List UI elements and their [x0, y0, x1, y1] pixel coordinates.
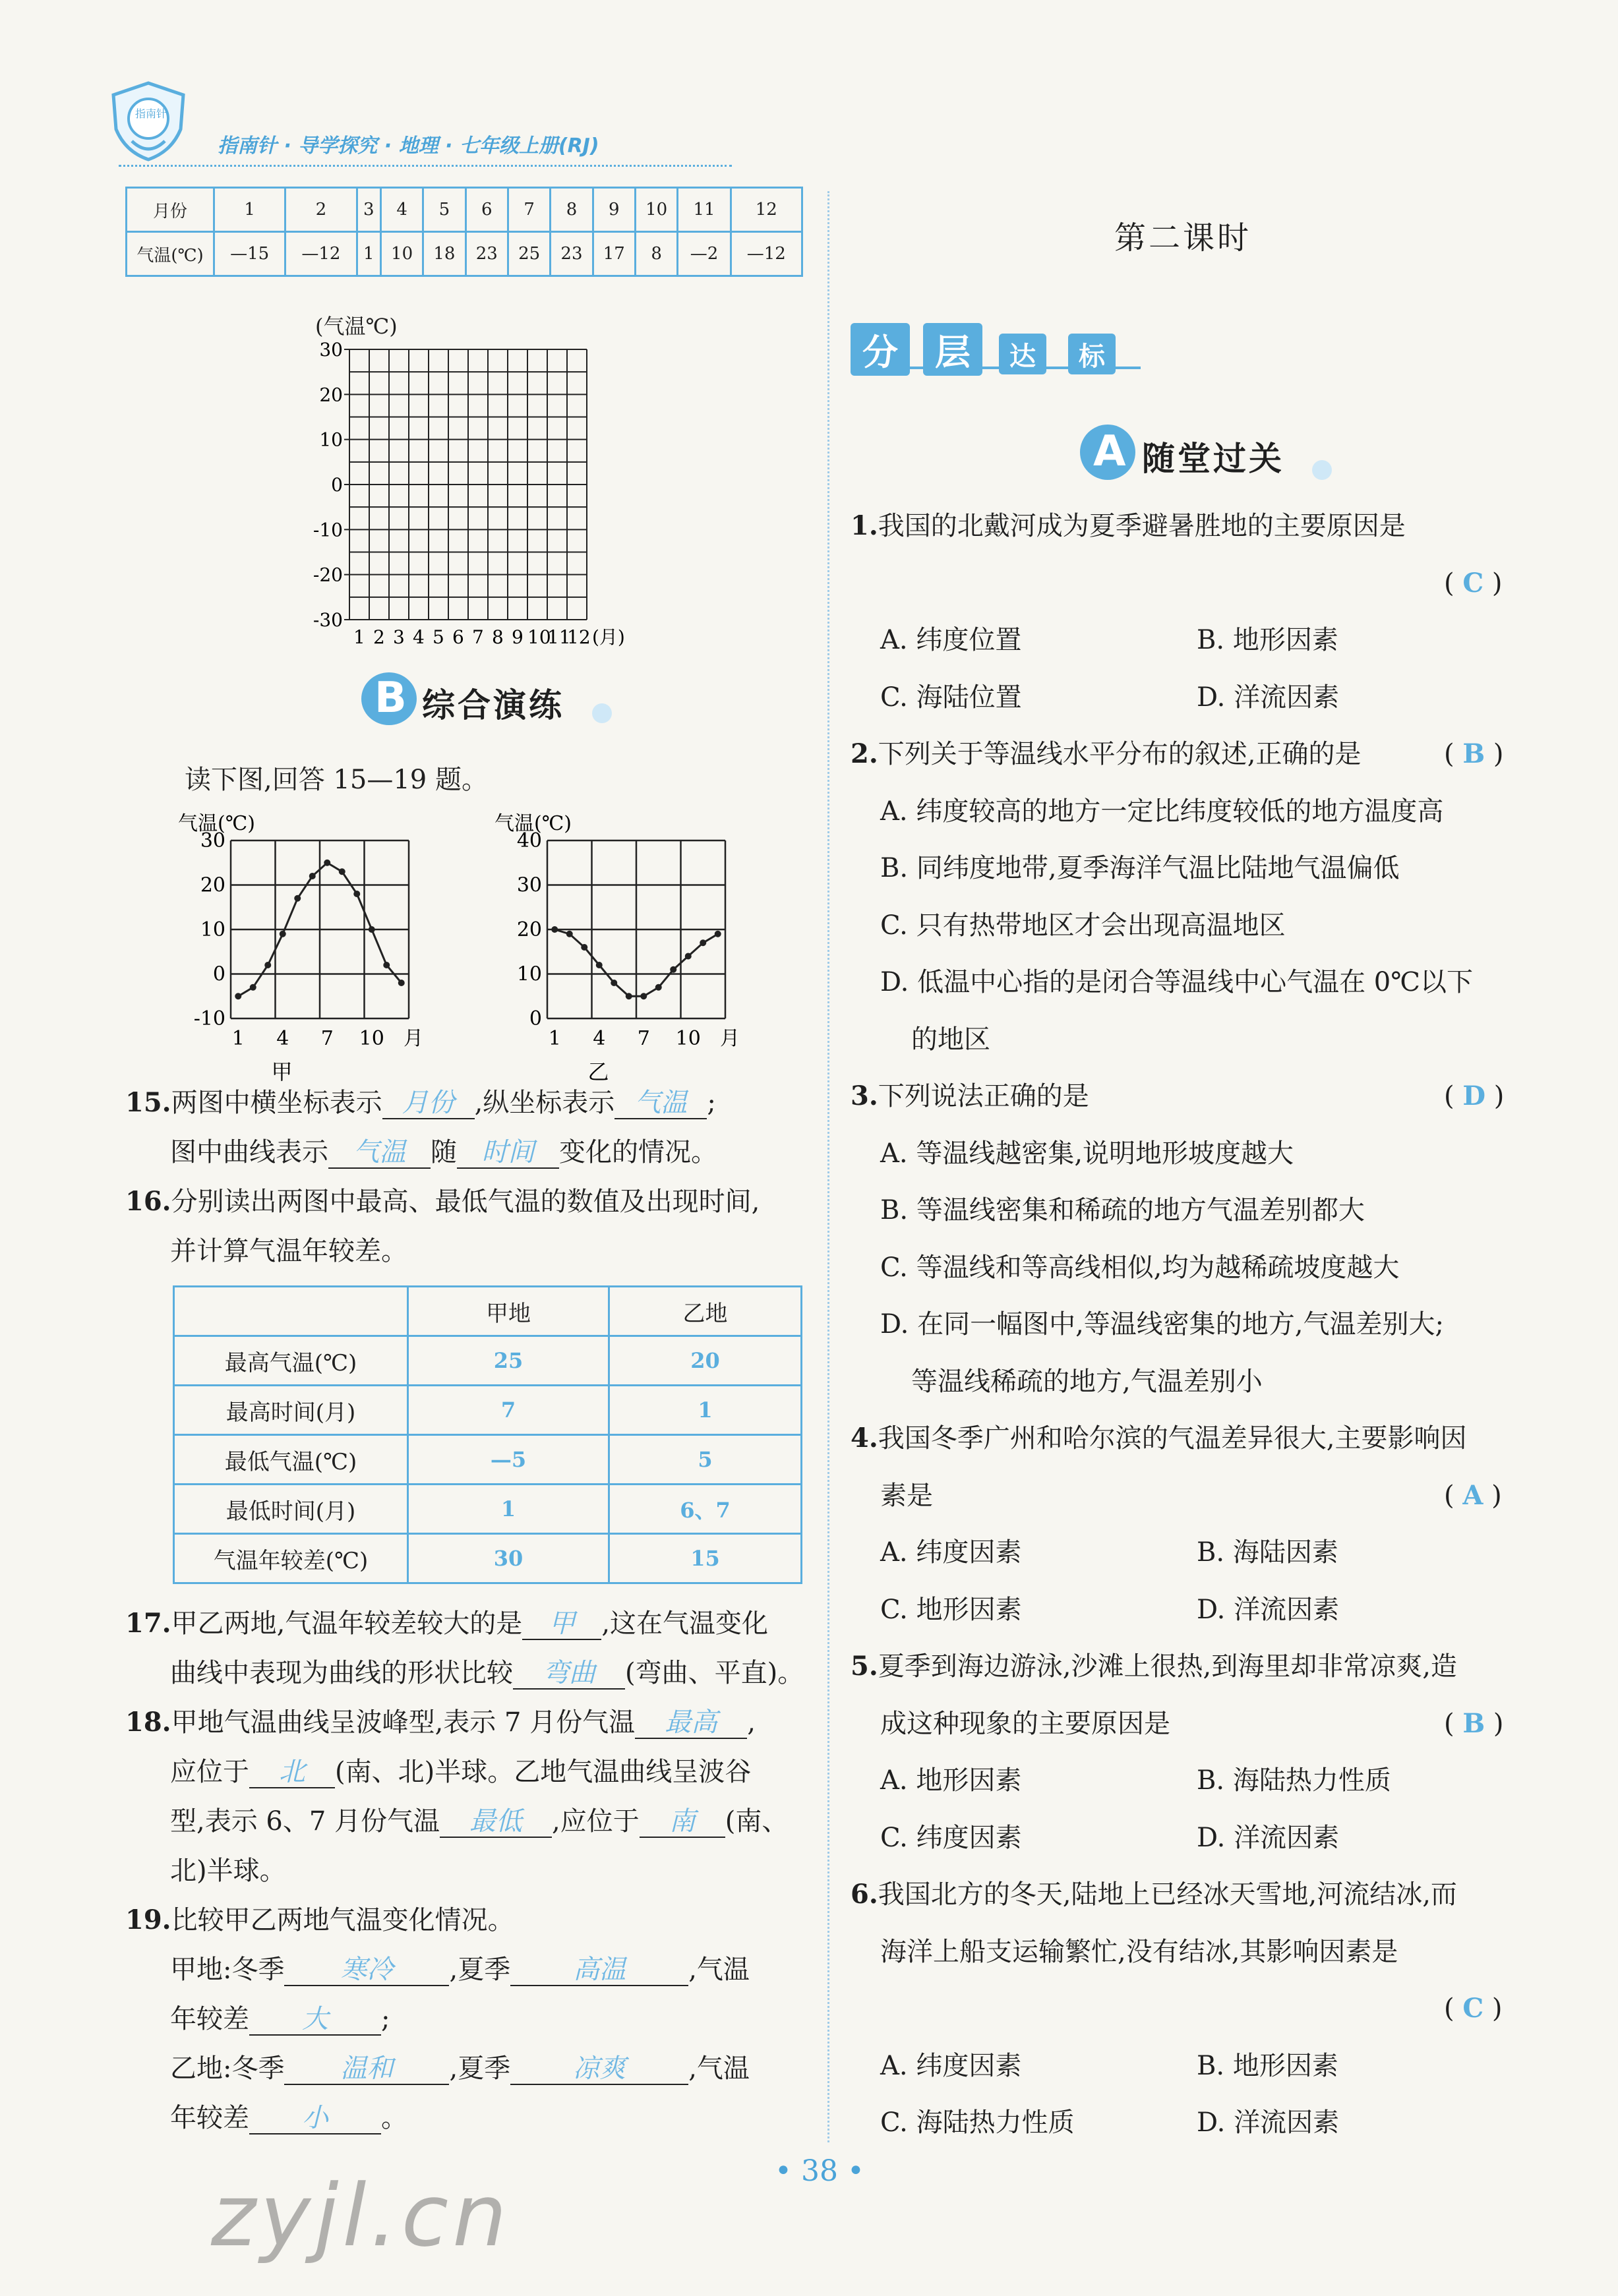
chart-jia-point — [383, 962, 390, 968]
temp-cell: —12 — [731, 232, 802, 276]
question-text: 我国冬季广州和哈尔滨的气温差异很大,主要影响因 — [878, 1423, 1467, 1454]
temp-cell: —15 — [214, 232, 285, 276]
question-number: 2. — [851, 738, 878, 769]
chart-yi-point — [596, 962, 603, 968]
q19-jia-winter-label: 甲地:冬季 — [170, 1955, 285, 1985]
month-cell: 1 — [214, 188, 285, 232]
q18-answer-2[interactable]: 北 — [249, 1757, 335, 1788]
q19-yi-range-label: 年较差 — [170, 2103, 249, 2133]
option[interactable]: C. 海陆位置 — [880, 682, 1022, 713]
chart-yi-point — [685, 953, 692, 960]
y-tick-label: 0 — [331, 474, 343, 496]
y-tick-label: -10 — [313, 519, 343, 541]
option[interactable]: D. 洋流因素 — [1197, 2107, 1340, 2138]
question-stem — [851, 1879, 1457, 1910]
chart-jia-x-tick: 7 — [320, 1027, 334, 1050]
chart-jia-point — [339, 868, 345, 875]
question-stem — [851, 1423, 1466, 1454]
q18-answer-3[interactable]: 最低 — [440, 1806, 552, 1838]
month-cell: 9 — [593, 188, 635, 232]
month-cell: 6 — [465, 188, 508, 232]
column-divider — [827, 191, 829, 2142]
section-a-heading — [1075, 419, 1352, 485]
q19-yi-line1 — [170, 2053, 750, 2085]
y-tick-label: -20 — [313, 564, 343, 586]
chart-jia-point — [353, 891, 360, 897]
x-tick-label: 1 — [353, 626, 365, 648]
chart-yi-point — [700, 939, 706, 946]
q17-num: 17. — [125, 1608, 171, 1639]
q16-row — [174, 1435, 802, 1485]
answer-choice[interactable]: A — [1462, 1479, 1483, 1511]
question-stem — [851, 1651, 1457, 1682]
question-stem — [880, 1709, 1170, 1739]
q19-yi-winter-label: 乙地:冬季 — [170, 2053, 285, 2084]
q18-line1 — [125, 1707, 756, 1739]
q15-p1: 两图中横坐标表示 — [171, 1088, 382, 1118]
chart-yi-point — [611, 980, 617, 986]
watermark: zyjl.cn — [211, 2165, 511, 2266]
q19-jia-range-label: 年较差 — [170, 2004, 249, 2034]
paren-close: ) — [1483, 1993, 1503, 2024]
paren-open: ( — [1444, 739, 1463, 769]
paren-close: ) — [1485, 1081, 1505, 1111]
q16-col-yi: 乙地 — [609, 1287, 802, 1336]
q16-row-label: 最高时间(月) — [174, 1386, 408, 1435]
chart-jia-ylabel: 气温(℃) — [178, 812, 255, 835]
q19-num: 19. — [125, 1904, 171, 1935]
q16-row-label: 最低气温(℃) — [174, 1435, 408, 1485]
chart-jia-point — [264, 962, 271, 968]
q16-row-label: 最低时间(月) — [174, 1485, 408, 1534]
q15-p2: ,纵坐标表示 — [474, 1088, 615, 1118]
layer-banner — [851, 323, 1147, 376]
header-rule — [119, 165, 732, 167]
logo-text: 指南针 — [135, 107, 167, 120]
months-row — [127, 188, 802, 232]
intro-text: 读下图,回答 15—19 题。 — [185, 765, 488, 795]
month-cell: 4 — [380, 188, 423, 232]
q16-answer-yi[interactable]: 5 — [609, 1435, 802, 1485]
option[interactable]: C. 只有热带地区才会出现高温地区 — [880, 910, 1286, 941]
q16-answer-jia[interactable]: 25 — [408, 1336, 609, 1386]
question-stem — [851, 739, 1361, 769]
blank-chart — [290, 336, 699, 653]
answer-paren — [1444, 1081, 1504, 1111]
q17-answer-1[interactable]: 甲 — [522, 1608, 601, 1640]
q16-answer-jia[interactable]: 30 — [408, 1534, 609, 1583]
page-number-text: 38 — [800, 2154, 838, 2188]
option[interactable]: A. 纬度因素 — [880, 2050, 1022, 2081]
x-tick-label: 9 — [512, 626, 524, 648]
chart-yi-ylabel: 气温(℃) — [494, 812, 572, 835]
x-tick-label: 2 — [373, 626, 385, 648]
q16-answer-yi[interactable]: 1 — [609, 1386, 802, 1435]
question-number: 3. — [851, 1080, 878, 1111]
q18-p3: 应位于 — [170, 1757, 249, 1787]
chart-jia-x-tick: 10 — [359, 1027, 384, 1050]
answer-choice[interactable]: B — [1462, 738, 1485, 769]
option[interactable]: D. 低温中心指的是闭合等温线中心气温在 0℃以下 — [880, 967, 1473, 997]
q16-row-label: 气温年较差(℃) — [174, 1534, 408, 1583]
option[interactable]: C. 地形因素 — [880, 1594, 1022, 1625]
q19-jia-winter-answer[interactable]: 寒冷 — [284, 1955, 449, 1986]
question-text: 我国的北戴河成为夏季避暑胜地的主要原因是 — [878, 511, 1406, 541]
temperature-table — [125, 187, 803, 277]
q16-row — [174, 1534, 802, 1583]
option[interactable]: D. 洋流因素 — [1197, 682, 1340, 713]
option[interactable]: D. 洋流因素 — [1197, 1594, 1340, 1625]
x-tick-label: 7 — [472, 626, 484, 648]
option[interactable]: B. 等温线密集和稀疏的地方气温差别都大 — [880, 1195, 1365, 1225]
option[interactable]: B. 地形因素 — [1197, 2050, 1338, 2081]
chart-jia-y-tick: -10 — [193, 1007, 225, 1030]
q19-yi-summer-label: ,夏季 — [449, 2053, 511, 2084]
question-number: 4. — [851, 1423, 878, 1454]
q15 — [125, 1088, 716, 1119]
chart-yi-point — [640, 993, 647, 999]
month-cell: 8 — [551, 188, 593, 232]
option[interactable]: A. 纬度较高的地方一定比纬度较低的地方温度高 — [880, 796, 1444, 827]
temp-cell: 8 — [635, 232, 677, 276]
month-label: 月份 — [127, 188, 214, 232]
banner-char: 达 — [1009, 340, 1036, 372]
lesson-title: 第二课时 — [1114, 220, 1252, 256]
x-tick-label: 10 — [527, 626, 551, 648]
banner-char: 分 — [862, 330, 898, 373]
answer-paren — [1444, 1481, 1502, 1511]
chart-jia-point — [250, 984, 256, 991]
chart-yi-x-tick: 1 — [548, 1027, 561, 1050]
q18-line2 — [170, 1757, 751, 1788]
q16-l1: 分别读出两图中最高、最低气温的数值及出现时间, — [171, 1187, 760, 1217]
q16-line1 — [125, 1187, 760, 1217]
q16-row — [174, 1336, 802, 1386]
month-cell: 12 — [731, 188, 802, 232]
q16-answer-yi[interactable]: 15 — [609, 1534, 802, 1583]
q15-answer-1[interactable]: 月份 — [382, 1088, 475, 1119]
q15-line2 — [170, 1137, 717, 1169]
q19-yi-summer-answer[interactable]: 凉爽 — [510, 2053, 688, 2085]
banner-char-box — [851, 323, 910, 376]
x-tick-label: 12 — [567, 626, 591, 648]
banner-char: 层 — [935, 330, 971, 373]
q19-jia-range-answer[interactable]: 大 — [249, 2004, 381, 2036]
month-cell: 2 — [285, 188, 357, 232]
section-b-badge: B — [375, 674, 407, 722]
chart-jia-point — [369, 926, 375, 933]
question-stem — [880, 1481, 933, 1511]
x-tick-label: 3 — [393, 626, 405, 648]
option[interactable]: B. 同纬度地带,夏季海洋气温比陆地气温偏低 — [880, 853, 1400, 883]
q18-p7: (南、 — [725, 1806, 789, 1837]
q17-p1: 甲乙两地,气温年较差较大的是 — [171, 1608, 523, 1639]
section-b-heading — [356, 667, 620, 730]
chart-jia-y-tick: 20 — [200, 873, 225, 897]
paren-open: ( — [1444, 1480, 1463, 1511]
temp-label: 气温(℃) — [127, 232, 214, 276]
option-continued: 等温线稀疏的地方,气温差别小 — [911, 1366, 1263, 1397]
chart-yi-y-tick: 0 — [529, 1007, 542, 1030]
q17-line1 — [125, 1608, 768, 1640]
option[interactable]: A. 纬度位置 — [880, 625, 1022, 655]
temp-cell: 23 — [551, 232, 593, 276]
q16-num: 16. — [125, 1186, 171, 1217]
q15-p5: 随 — [431, 1137, 457, 1167]
paren-open: ( — [1444, 568, 1463, 599]
answer-choice[interactable]: B — [1462, 1707, 1485, 1739]
banner-char-box — [923, 323, 982, 376]
q17-p4: (弯曲、平直)。 — [625, 1658, 804, 1688]
question-text: 夏季到海边游泳,沙滩上很热,到海里却非常凉爽,造 — [878, 1651, 1457, 1682]
x-tick-label: 4 — [413, 626, 425, 648]
answer-paren — [1444, 739, 1503, 769]
temp-cell: 17 — [593, 232, 635, 276]
q18-p1: 甲地气温曲线呈波峰型,表示 7 月份气温 — [171, 1707, 636, 1738]
q15-answer-3[interactable]: 气温 — [328, 1137, 431, 1169]
q19-jia-line2 — [170, 2004, 390, 2036]
q16-line2: 并计算气温年较差。 — [170, 1236, 407, 1266]
x-tick-label: 6 — [452, 626, 464, 648]
q18-line4: 北)半球。 — [170, 1856, 286, 1886]
chart-yi-point — [626, 993, 632, 999]
q15-p4: 图中曲线表示 — [170, 1137, 328, 1167]
y-tick-label: 10 — [319, 428, 343, 451]
chart-jia-point — [324, 860, 330, 866]
question-stem — [851, 1081, 1089, 1111]
temp-cell: —2 — [678, 232, 731, 276]
paren-open: ( — [1444, 1708, 1463, 1739]
question-text: 我国北方的冬天,陆地上已经冰天雪地,河流结冰,而 — [878, 1879, 1457, 1910]
q19-jia-suffix: ,气温 — [688, 1955, 750, 1985]
option[interactable]: C. 纬度因素 — [880, 1822, 1022, 1853]
q19-title-text: 比较甲乙两地气温变化情况。 — [171, 1905, 514, 1935]
option[interactable]: C. 海陆热力性质 — [880, 2107, 1075, 2138]
chart-jia-point — [280, 931, 286, 937]
paren-close: ) — [1485, 739, 1504, 769]
question-number: 5. — [851, 1651, 878, 1682]
q15-p6: 变化的情况。 — [559, 1137, 717, 1167]
chart-jia-point — [398, 980, 405, 986]
paren-close: ) — [1485, 1708, 1504, 1739]
q16-answer-yi[interactable]: 6、7 — [609, 1485, 802, 1534]
q17-p2: ,这在气温变化 — [601, 1608, 769, 1639]
chart-yi-y-tick: 30 — [516, 873, 542, 897]
chart-jia-x-tick: 4 — [276, 1027, 289, 1050]
option[interactable]: A. 地形因素 — [880, 1765, 1022, 1796]
q16-answer-table — [173, 1285, 802, 1584]
question-text: 海洋上船支运输繁忙,没有结冰,其影响因素是 — [880, 1936, 1398, 1967]
y-tick-label: -30 — [313, 609, 343, 631]
paren-open: ( — [1444, 1993, 1463, 2024]
y-tick-label: 30 — [319, 339, 343, 361]
chart-jia — [171, 811, 448, 1081]
chart-yi-y-tick: 20 — [516, 918, 542, 941]
q16-row-label: 最高气温(℃) — [174, 1336, 408, 1386]
q17-answer-2[interactable]: 弯曲 — [513, 1658, 625, 1690]
q18-line3 — [170, 1806, 788, 1838]
temp-cell: 23 — [465, 232, 508, 276]
q17-line2 — [170, 1658, 804, 1690]
banner-char-box — [1068, 334, 1116, 374]
q15-num: 15. — [125, 1087, 171, 1118]
section-b-small-icon — [592, 703, 612, 723]
q15-p3: ; — [707, 1088, 716, 1118]
chart-yi-title: 乙 — [587, 1059, 609, 1081]
page-dot-left: • — [775, 2154, 801, 2188]
page-dot-right: • — [837, 2154, 864, 2188]
month-cell: 11 — [678, 188, 731, 232]
q19-yi-winter-answer[interactable]: 温和 — [284, 2053, 449, 2085]
chart-yi-grid — [547, 840, 725, 1018]
q19-jia-summer-answer[interactable]: 高温 — [510, 1955, 688, 1986]
chart-yi-point — [581, 944, 587, 951]
chart-yi-point — [566, 931, 573, 937]
answer-choice[interactable]: C — [1462, 567, 1484, 599]
chart-yi-x-tick: 7 — [637, 1027, 650, 1050]
question-number: 6. — [851, 1879, 878, 1910]
section-b-title: 综合演练 — [422, 686, 564, 724]
q16-row — [174, 1386, 802, 1435]
q19-jia-end: ; — [381, 2004, 390, 2034]
chart-yi-point — [655, 984, 662, 991]
header-logo — [105, 78, 191, 163]
y-tick-label: 20 — [319, 384, 343, 406]
temp-cell: 10 — [380, 232, 423, 276]
option[interactable]: C. 等温线和等高线相似,均为越稀疏坡度越大 — [880, 1252, 1400, 1283]
x-tick-label: 5 — [433, 626, 444, 648]
section-a-small-icon — [1312, 460, 1332, 480]
q19-yi-line2 — [170, 2103, 407, 2134]
chart-jia-y-tick: 10 — [200, 918, 225, 941]
q19-yi-range-answer[interactable]: 小 — [249, 2103, 381, 2134]
chart-yi-point — [670, 966, 676, 973]
option[interactable]: B. 海陆热力性质 — [1197, 1765, 1391, 1796]
question-text: 下列关于等温线水平分布的叙述,正确的是 — [878, 739, 1362, 769]
question-stem — [851, 511, 1406, 541]
chart-jia-grid — [231, 840, 409, 1018]
option[interactable]: B. 地形因素 — [1197, 625, 1338, 655]
month-cell: 5 — [423, 188, 465, 232]
chart-yi-y-tick: 10 — [516, 962, 542, 986]
chart-yi-x-tick: 4 — [593, 1027, 606, 1050]
chart-yi — [488, 811, 765, 1081]
chart-jia-point — [309, 873, 316, 879]
q18-answer-4[interactable]: 南 — [640, 1806, 725, 1838]
question-text: 下列说法正确的是 — [878, 1081, 1089, 1111]
chart-yi-xlabel: 月 — [720, 1027, 740, 1050]
q15-answer-2[interactable]: 气温 — [614, 1088, 707, 1119]
banner-char: 标 — [1079, 340, 1105, 372]
q19-jia-line1 — [170, 1955, 750, 1986]
paren-close: ) — [1483, 568, 1503, 599]
question-stem — [880, 1937, 1398, 1967]
temp-cell: 25 — [508, 232, 550, 276]
option[interactable]: B. 海陆因素 — [1197, 1537, 1338, 1568]
question-number: 1. — [851, 510, 878, 541]
answer-paren — [1444, 1709, 1503, 1739]
option[interactable]: A. 等温线越密集,说明地形坡度越大 — [880, 1138, 1294, 1169]
q19-title — [125, 1905, 514, 1935]
q16-answer-yi[interactable]: 20 — [609, 1336, 802, 1386]
x-tick-label: 11 — [547, 626, 571, 648]
paren-open: ( — [1444, 1081, 1463, 1111]
q16-col-jia: 甲地 — [408, 1287, 609, 1336]
q18-p2: , — [747, 1707, 756, 1738]
q19-jia-summer-label: ,夏季 — [449, 1955, 511, 1985]
header-series: 指南针 · 导学探究 · 地理 · 七年级上册(RJ) — [218, 134, 599, 158]
temp-cell: —12 — [285, 232, 357, 276]
banner-char-box — [999, 334, 1046, 374]
q18-answer-1[interactable]: 最高 — [635, 1707, 747, 1739]
blank-chart-grid — [349, 349, 587, 620]
blank-chart-ylabel: (气温℃) — [315, 314, 398, 339]
answer-paren — [1444, 1993, 1503, 2024]
chart-jia-y-tick: 0 — [212, 962, 225, 986]
x-unit-label: (月) — [592, 626, 625, 648]
q17-p3: 曲线中表现为曲线的形状比较 — [170, 1658, 513, 1688]
option-continued: 的地区 — [911, 1024, 990, 1055]
q18-p6: ,应位于 — [552, 1806, 640, 1837]
temp-cell: 1 — [357, 232, 380, 276]
question-text: 素是 — [880, 1480, 933, 1511]
option[interactable]: D. 洋流因素 — [1197, 1822, 1340, 1853]
question-text: 成这种现象的主要原因是 — [880, 1708, 1170, 1739]
q16-row — [174, 1485, 802, 1534]
q19-yi-suffix: ,气温 — [688, 2053, 750, 2084]
answer-choice[interactable]: C — [1462, 1993, 1484, 2024]
option[interactable]: D. 在同一幅图中,等温线密集的地方,气温差别大; — [880, 1309, 1444, 1339]
chart-jia-title: 甲 — [271, 1059, 293, 1081]
x-tick-label: 8 — [492, 626, 504, 648]
month-cell: 7 — [508, 188, 550, 232]
month-cell: 10 — [635, 188, 677, 232]
q18-num: 18. — [125, 1707, 171, 1738]
answer-paren — [1444, 568, 1503, 599]
q18-p4: (南、北)半球。乙地气温曲线呈波谷 — [335, 1757, 752, 1787]
q15-answer-4[interactable]: 时间 — [457, 1137, 559, 1169]
chart-jia-point — [235, 993, 241, 999]
chart-yi-y-tick: 40 — [516, 829, 542, 852]
q19-yi-end: 。 — [381, 2103, 407, 2133]
chart-jia-point — [294, 895, 301, 902]
q16-answer-jia[interactable]: 7 — [408, 1386, 609, 1435]
temp-cell: 18 — [423, 232, 465, 276]
chart-jia-y-tick: 30 — [200, 829, 225, 852]
q18-p5: 型,表示 6、7 月份气温 — [170, 1806, 440, 1837]
month-cell: 3 — [357, 188, 380, 232]
q16-answer-jia[interactable]: 1 — [408, 1485, 609, 1534]
section-a-title: 随堂过关 — [1142, 439, 1284, 478]
option[interactable]: A. 纬度因素 — [880, 1537, 1022, 1568]
answer-choice[interactable]: D — [1462, 1080, 1486, 1111]
chart-yi-point — [551, 926, 558, 933]
q16-header-row — [174, 1287, 802, 1336]
chart-jia-xlabel: 月 — [404, 1027, 423, 1050]
section-a-badge: A — [1093, 427, 1126, 476]
chart-yi-x-tick: 10 — [675, 1027, 701, 1050]
chart-yi-point — [715, 931, 721, 937]
temps-row — [127, 232, 802, 276]
paren-close: ) — [1483, 1480, 1502, 1511]
page-number — [775, 2154, 864, 2188]
q16-answer-jia[interactable]: —5 — [408, 1435, 609, 1485]
chart-jia-x-tick: 1 — [231, 1027, 245, 1050]
